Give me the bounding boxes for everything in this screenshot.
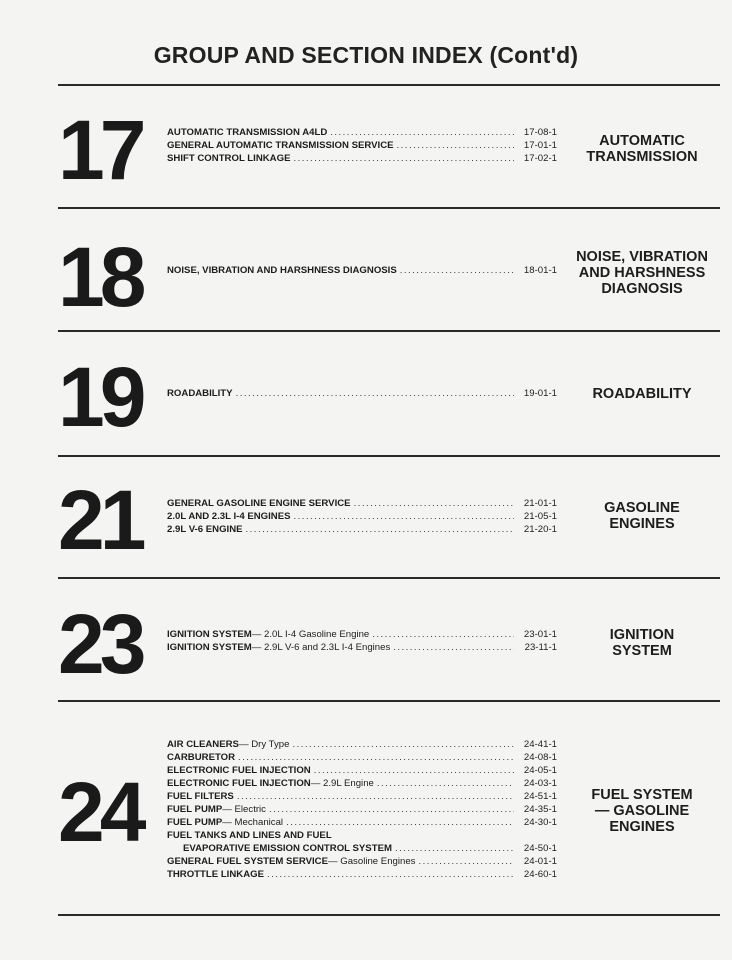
- entry-list: [167, 264, 557, 277]
- entry-list: [167, 738, 557, 881]
- divider: [58, 914, 720, 916]
- group-number: 21: [58, 473, 142, 567]
- group-number: 24: [58, 765, 142, 859]
- section-heading: AUTOMATIC TRANSMISSION: [586, 133, 698, 165]
- index-entry[interactable]: 2.9L V-6 ENGINE . . . 21-20-1: [167, 523, 557, 536]
- entry-list: [167, 497, 557, 536]
- index-entry[interactable]: GENERAL GASOLINE ENGINE SERVICE . . . 21-01-1: [167, 497, 557, 510]
- group-number: 18: [58, 230, 142, 324]
- index-entry[interactable]: FUEL PUMP — Mechanical . . . 24-30-1: [167, 816, 557, 829]
- index-entry[interactable]: FUEL FILTERS . . . 24-51-1: [167, 790, 557, 803]
- divider: [58, 84, 720, 86]
- entry-list: [167, 387, 557, 400]
- entry-list: [167, 628, 557, 654]
- index-entry[interactable]: CARBURETOR . . . 24-08-1: [167, 751, 557, 764]
- index-entry[interactable]: ROADABILITY . . . 19-01-1: [167, 387, 557, 400]
- divider: [58, 577, 720, 579]
- index-entry[interactable]: AUTOMATIC TRANSMISSION A4LD . . . 17-08-1: [167, 126, 557, 139]
- divider: [58, 700, 720, 702]
- divider: [58, 330, 720, 332]
- index-entry[interactable]: GENERAL FUEL SYSTEM SERVICE — Gasoline Engines . . . 24-01-1: [167, 855, 557, 868]
- index-entry[interactable]: IGNITION SYSTEM — 2.0L I-4 Gasoline Engine . . . 23-01-1: [167, 628, 557, 641]
- index-entry[interactable]: IGNITION SYSTEM — 2.9L V-6 and 2.3L I-4 Engines . . . 23-11-1: [167, 641, 557, 654]
- section-heading: NOISE, VIBRATION AND HARSHNESS DIAGNOSIS: [576, 249, 708, 297]
- section-heading: FUEL SYSTEM — GASOLINE ENGINES: [591, 787, 693, 835]
- group-number: 17: [58, 103, 142, 197]
- index-entry[interactable]: THROTTLE LINKAGE . . . 24-60-1: [167, 868, 557, 881]
- entry-list: [167, 126, 557, 165]
- index-entry[interactable]: AIR CLEANERS — Dry Type . . . 24-41-1: [167, 738, 557, 751]
- index-entry[interactable]: FUEL TANKS AND LINES AND FUEL: [167, 830, 332, 841]
- index-entry[interactable]: 2.0L AND 2.3L I-4 ENGINES . . . 21-05-1: [167, 510, 557, 523]
- section-heading: ROADABILITY: [592, 386, 692, 402]
- index-entry[interactable]: NOISE, VIBRATION AND HARSHNESS DIAGNOSIS . . . 18-01-1: [167, 264, 557, 277]
- section-heading: GASOLINE ENGINES: [604, 500, 680, 532]
- index-entry[interactable]: SHIFT CONTROL LINKAGE . . . 17-02-1: [167, 152, 557, 165]
- divider: [58, 207, 720, 209]
- group-number: 23: [58, 597, 142, 691]
- divider: [58, 455, 720, 457]
- group-number: 19: [58, 350, 142, 444]
- index-entry[interactable]: GENERAL AUTOMATIC TRANSMISSION SERVICE . . . 17-01-1: [167, 139, 557, 152]
- index-entry[interactable]: ELECTRONIC FUEL INJECTION . . . 24-05-1: [167, 764, 557, 777]
- index-entry[interactable]: FUEL PUMP — Electric . . . 24-35-1: [167, 803, 557, 816]
- index-entry[interactable]: EVAPORATIVE EMISSION CONTROL SYSTEM . . . 24-50-1: [167, 842, 557, 855]
- page-title: GROUP AND SECTION INDEX (Cont'd): [153, 42, 579, 68]
- index-entry[interactable]: ELECTRONIC FUEL INJECTION — 2.9L Engine . . . 24-03-1: [167, 777, 557, 790]
- section-heading: IGNITION SYSTEM: [609, 627, 675, 659]
